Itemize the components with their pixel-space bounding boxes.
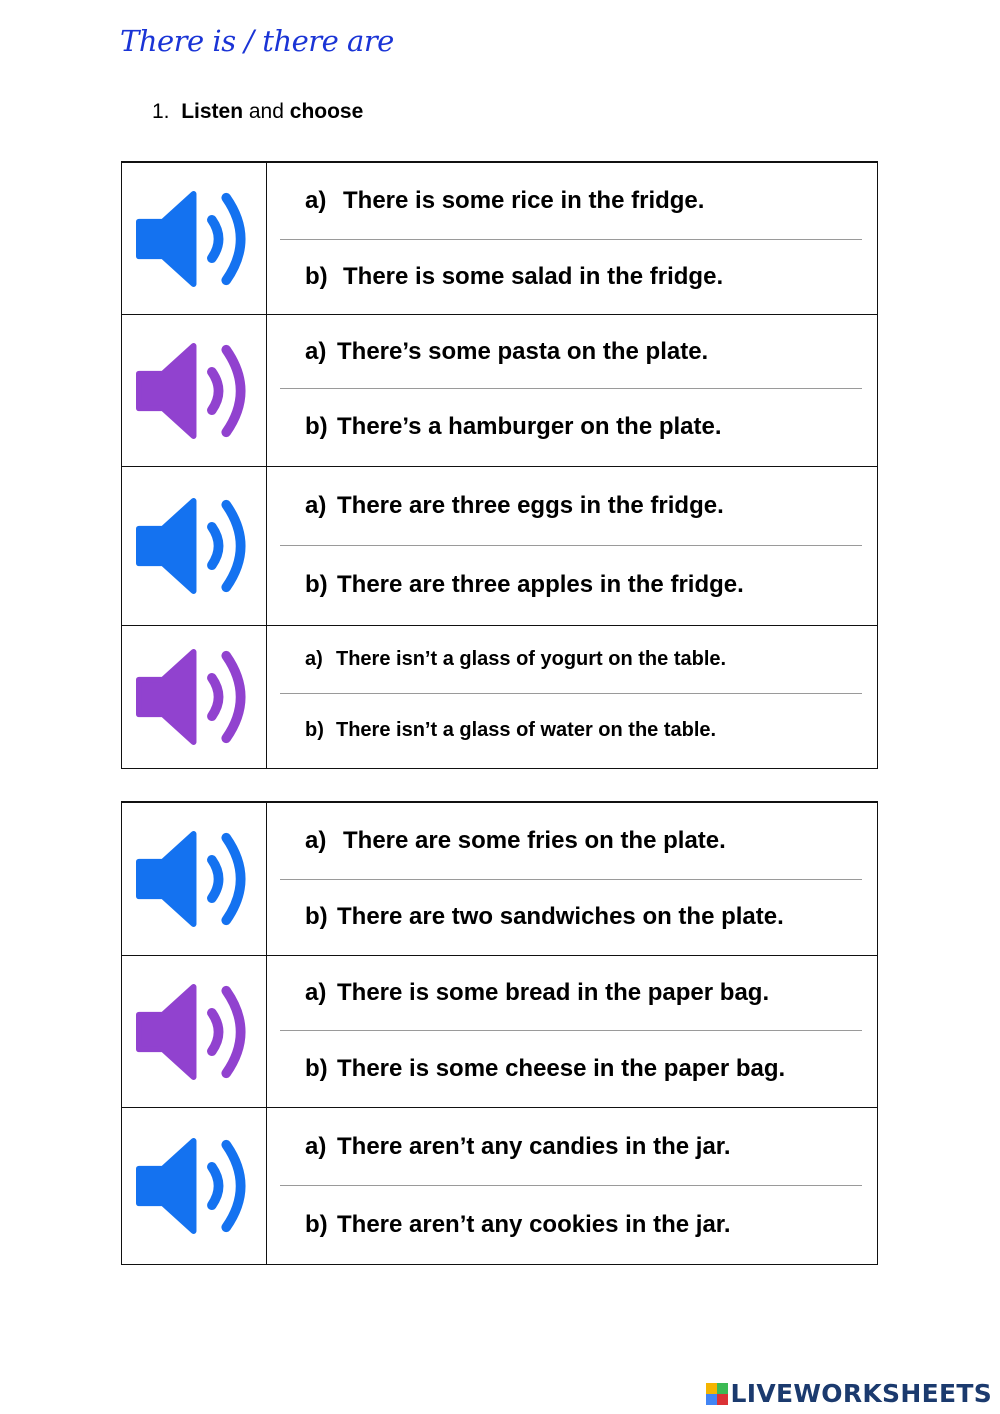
question-row-1 [122, 161, 877, 314]
play-audio-button[interactable] [131, 831, 257, 927]
audio-cell [122, 315, 267, 466]
option-letter: a) [305, 187, 327, 214]
audio-cell [122, 1108, 267, 1264]
option-a[interactable] [280, 467, 862, 545]
option-letter: b) [305, 413, 328, 440]
option-text: There are two sandwiches on the plate. [337, 903, 784, 930]
option-text: There’s a hamburger on the plate. [337, 413, 722, 440]
audio-cell [122, 803, 267, 955]
option-text: There’s some pasta on the plate. [337, 337, 709, 365]
option-a[interactable] [280, 626, 862, 693]
instruction [152, 100, 363, 124]
option-letter: b) [305, 571, 328, 598]
option-text: There aren’t any candies in the jar. [337, 1132, 731, 1160]
option-b[interactable] [280, 880, 862, 954]
options-cell [267, 315, 877, 466]
question-row-3 [122, 466, 877, 625]
speaker-icon [135, 191, 257, 287]
exercise-table-1 [121, 161, 878, 769]
option-a[interactable] [280, 956, 862, 1030]
option-b[interactable] [280, 1186, 862, 1263]
instruction-number: 1. [152, 100, 170, 123]
question-row-7 [122, 1107, 877, 1264]
audio-cell [122, 626, 267, 768]
option-a[interactable] [280, 163, 862, 239]
option-text: There isn’t a glass of water on the table. [336, 718, 717, 741]
audio-cell [122, 956, 267, 1107]
option-letter: b) [305, 1054, 328, 1082]
question-row-5 [122, 801, 877, 955]
play-audio-button[interactable] [131, 1138, 257, 1234]
option-b[interactable] [280, 546, 862, 624]
question-row-4 [122, 625, 877, 768]
option-letter: b) [305, 1210, 328, 1238]
play-audio-button[interactable] [131, 498, 257, 594]
option-letter: b) [305, 718, 324, 741]
page-title: There is / there are [120, 24, 394, 58]
option-letter: b) [305, 262, 328, 290]
instruction-listen: Listen [181, 100, 244, 123]
option-a[interactable] [280, 315, 862, 388]
option-text: There are three eggs in the fridge. [337, 492, 724, 519]
speaker-icon [135, 831, 257, 927]
audio-cell [122, 163, 267, 314]
play-audio-button[interactable] [131, 649, 257, 745]
option-text: There is some cheese in the paper bag. [337, 1054, 786, 1082]
instruction-choose: choose [289, 100, 364, 123]
logo-text: LIVEWORKSHEETS [730, 1379, 992, 1408]
option-letter: a) [305, 648, 323, 670]
instruction-and: and [248, 100, 284, 123]
speaker-icon [135, 498, 257, 594]
options-cell [267, 1108, 877, 1264]
speaker-icon [135, 984, 257, 1080]
options-cell [267, 467, 877, 625]
question-row-2 [122, 314, 877, 466]
play-audio-button[interactable] [131, 343, 257, 439]
option-b[interactable] [280, 389, 862, 465]
logo-mark-icon [706, 1383, 728, 1405]
speaker-icon [135, 649, 257, 745]
option-letter: b) [305, 903, 328, 930]
play-audio-button[interactable] [131, 191, 257, 287]
option-b[interactable] [280, 240, 862, 313]
option-text: There aren’t any cookies in the jar. [337, 1210, 731, 1238]
option-letter: a) [305, 492, 327, 519]
option-text: There is some rice in the fridge. [343, 187, 705, 214]
speaker-icon [135, 1138, 257, 1234]
option-letter: a) [305, 979, 327, 1006]
play-audio-button[interactable] [131, 984, 257, 1080]
question-row-6 [122, 955, 877, 1107]
options-cell [267, 956, 877, 1107]
option-b[interactable] [280, 1031, 862, 1106]
options-cell [267, 626, 877, 768]
options-cell [267, 803, 877, 955]
option-text: There isn’t a glass of yogurt on the table. [336, 648, 727, 670]
speaker-icon [135, 343, 257, 439]
option-letter: a) [305, 827, 327, 854]
option-a[interactable] [280, 803, 862, 879]
liveworksheets-logo [706, 1379, 992, 1408]
options-cell [267, 163, 877, 314]
option-letter: a) [305, 337, 327, 365]
option-text: There is some bread in the paper bag. [337, 979, 770, 1006]
audio-cell [122, 467, 267, 625]
option-text: There is some salad in the fridge. [343, 262, 724, 290]
option-a[interactable] [280, 1108, 862, 1185]
option-text: There are some fries on the plate. [343, 827, 726, 854]
exercise-table-2 [121, 801, 878, 1265]
option-letter: a) [305, 1132, 327, 1160]
option-text: There are three apples in the fridge. [337, 571, 744, 598]
option-b[interactable] [280, 694, 862, 766]
